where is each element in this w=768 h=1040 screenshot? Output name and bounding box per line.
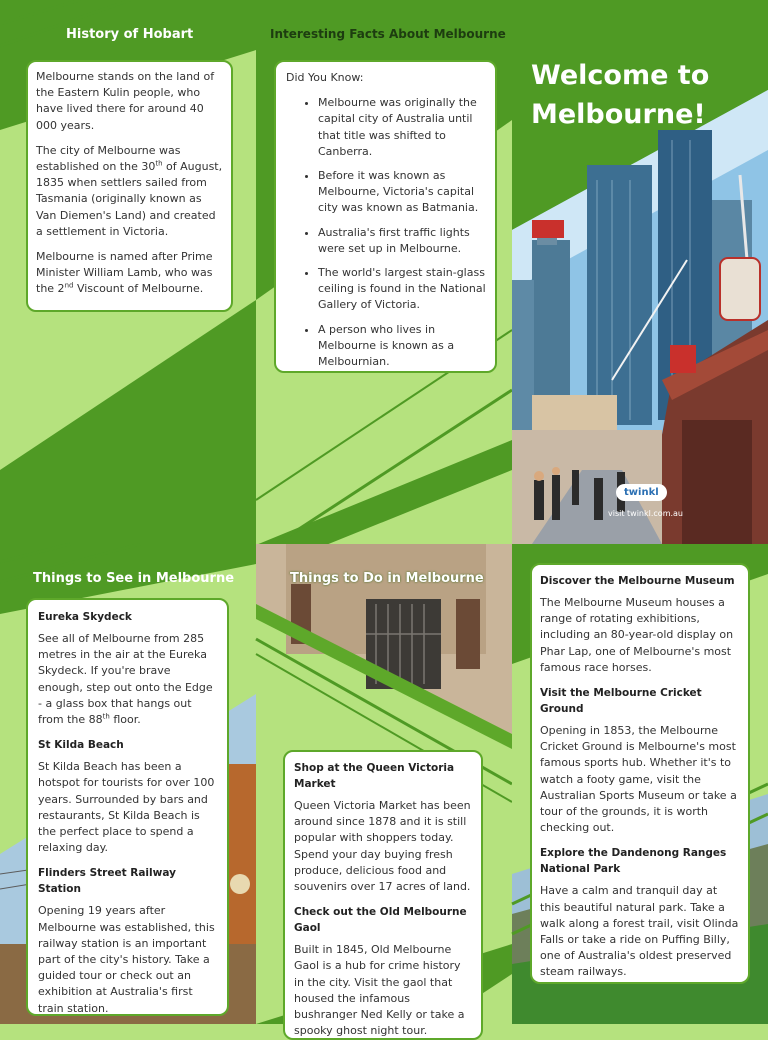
see-heading-st-kilda: St Kilda Beach [38, 739, 124, 752]
see-card [26, 598, 229, 1016]
see-title: Things to See in Melbourne [33, 571, 235, 586]
facts-card [274, 60, 497, 373]
panel-history [0, 0, 256, 544]
see-heading-skydeck: Eureka Skydeck [38, 611, 132, 623]
see-text-flinders: Opening 19 years after Melbourne was established, this railway station is an important part of the city's history. Take a guided tour or check out an exhibition at Australia's first train station. [38, 904, 215, 1015]
cover-title-line-2: Melbourne! [531, 99, 706, 130]
twinkl-logo: twinkl [616, 484, 667, 501]
see-heading-flinders: Flinders Street Railway Station [38, 867, 176, 896]
fact-item: • The world's largest stain-glass ceiling is found in the National Gallery of Victoria. [318, 265, 487, 314]
facts-intro: Did You Know: [286, 71, 364, 84]
panel-do [256, 544, 512, 1038]
panel-see [0, 544, 256, 1024]
more-heading-cricket: Visit the Melbourne Cricket Ground [540, 687, 702, 716]
history-paragraph-1: Melbourne stands on the land of the Eastern Kulin people, who have lived there for around 40 000 years. [36, 70, 215, 132]
do-text-market: Queen Victoria Market has been around since 1878 and it is still popular with shoppers today. Spend your day buying fresh produce, delicious food and souvenirs over 17 acres of land. [294, 799, 471, 894]
do-heading-gaol: Check out the Old Melbourne Gaol [294, 906, 467, 935]
more-heading-museum: Discover the Melbourne Museum [540, 575, 735, 587]
more-text-cricket: Opening in 1853, the Melbourne Cricket Ground is Melbourne's most famous sports hub. Whether it's to watch a footy game, visit the Australian Sports Museum or take a tour of the grounds, it is worth checking out. [540, 724, 737, 835]
panel-more [512, 544, 768, 1024]
more-text-museum: The Melbourne Museum houses a range of rotating exhibitions, including an 80-year-old display on Phar Lap, one of Melbourne's most famous race horses. [540, 596, 734, 674]
history-card [26, 60, 233, 312]
history-paragraph-2: The city of Melbourne was established on the 30th of August, 1835 when settlers sailed from Tasmania (originally known as Van Diemen's Land) and created a settlement in Victoria. [36, 143, 223, 238]
history-title: History of Hobart [66, 27, 194, 42]
history-paragraph-3: Melbourne is named after Prime Minister William Lamb, who was the 2nd Viscount of Melbourne. [36, 250, 213, 296]
fact-item: • A person who lives in Melbourne is known as a Melbournian. [318, 322, 487, 371]
fact-item: • Australia's first traffic lights were set up in Melbourne. [318, 225, 487, 257]
more-text-dandenong: Have a calm and tranquil day at this beautiful natural park. Take a walk along a forest trail, visit Olinda Falls or take a ride on Puffing Billy, one of Australia's oldest preserved steam railways. [540, 884, 739, 979]
do-card [283, 750, 483, 1040]
fact-item: • Melbourne was originally the capital city of Australia until that title was shifted to Canberra. [318, 95, 487, 160]
panel-cover [512, 0, 768, 544]
see-text-st-kilda: St Kilda Beach has been a hotspot for tourists for over 100 years. Surrounded by bars and restaurants, St Kilda Beach is the perfect place to spend a relaxing day. [38, 760, 215, 855]
cover-title [531, 56, 751, 134]
do-text-gaol: Built in 1845, Old Melbourne Gaol is a hub for crime history in the city. Visit the gaol that housed the infamous bushranger Ned Kelly or take a spooky ghost night tour. [294, 943, 465, 1038]
facts-list [286, 95, 487, 370]
see-text-skydeck: See all of Melbourne from 285 metres in the air at the Eureka Skydeck. If you're brave enough, step out onto the Edge - a glass box that hangs out from the 88th floor. [38, 632, 213, 727]
do-title: Things to Do in Melbourne [290, 571, 484, 586]
fact-item: • Before it was known as Melbourne, Victoria's capital city was known as Batmania. [318, 168, 487, 217]
cover-title-line-1: Welcome to [531, 60, 710, 91]
twinkl-url: visit twinkl.com.au [608, 509, 683, 518]
facts-title: Interesting Facts About Melbourne [270, 27, 506, 41]
panel-facts [256, 0, 512, 544]
do-heading-market: Shop at the Queen Victoria Market [294, 762, 455, 790]
more-card [530, 563, 750, 984]
more-heading-dandenong: Explore the Dandenong Ranges National Park [540, 847, 727, 876]
